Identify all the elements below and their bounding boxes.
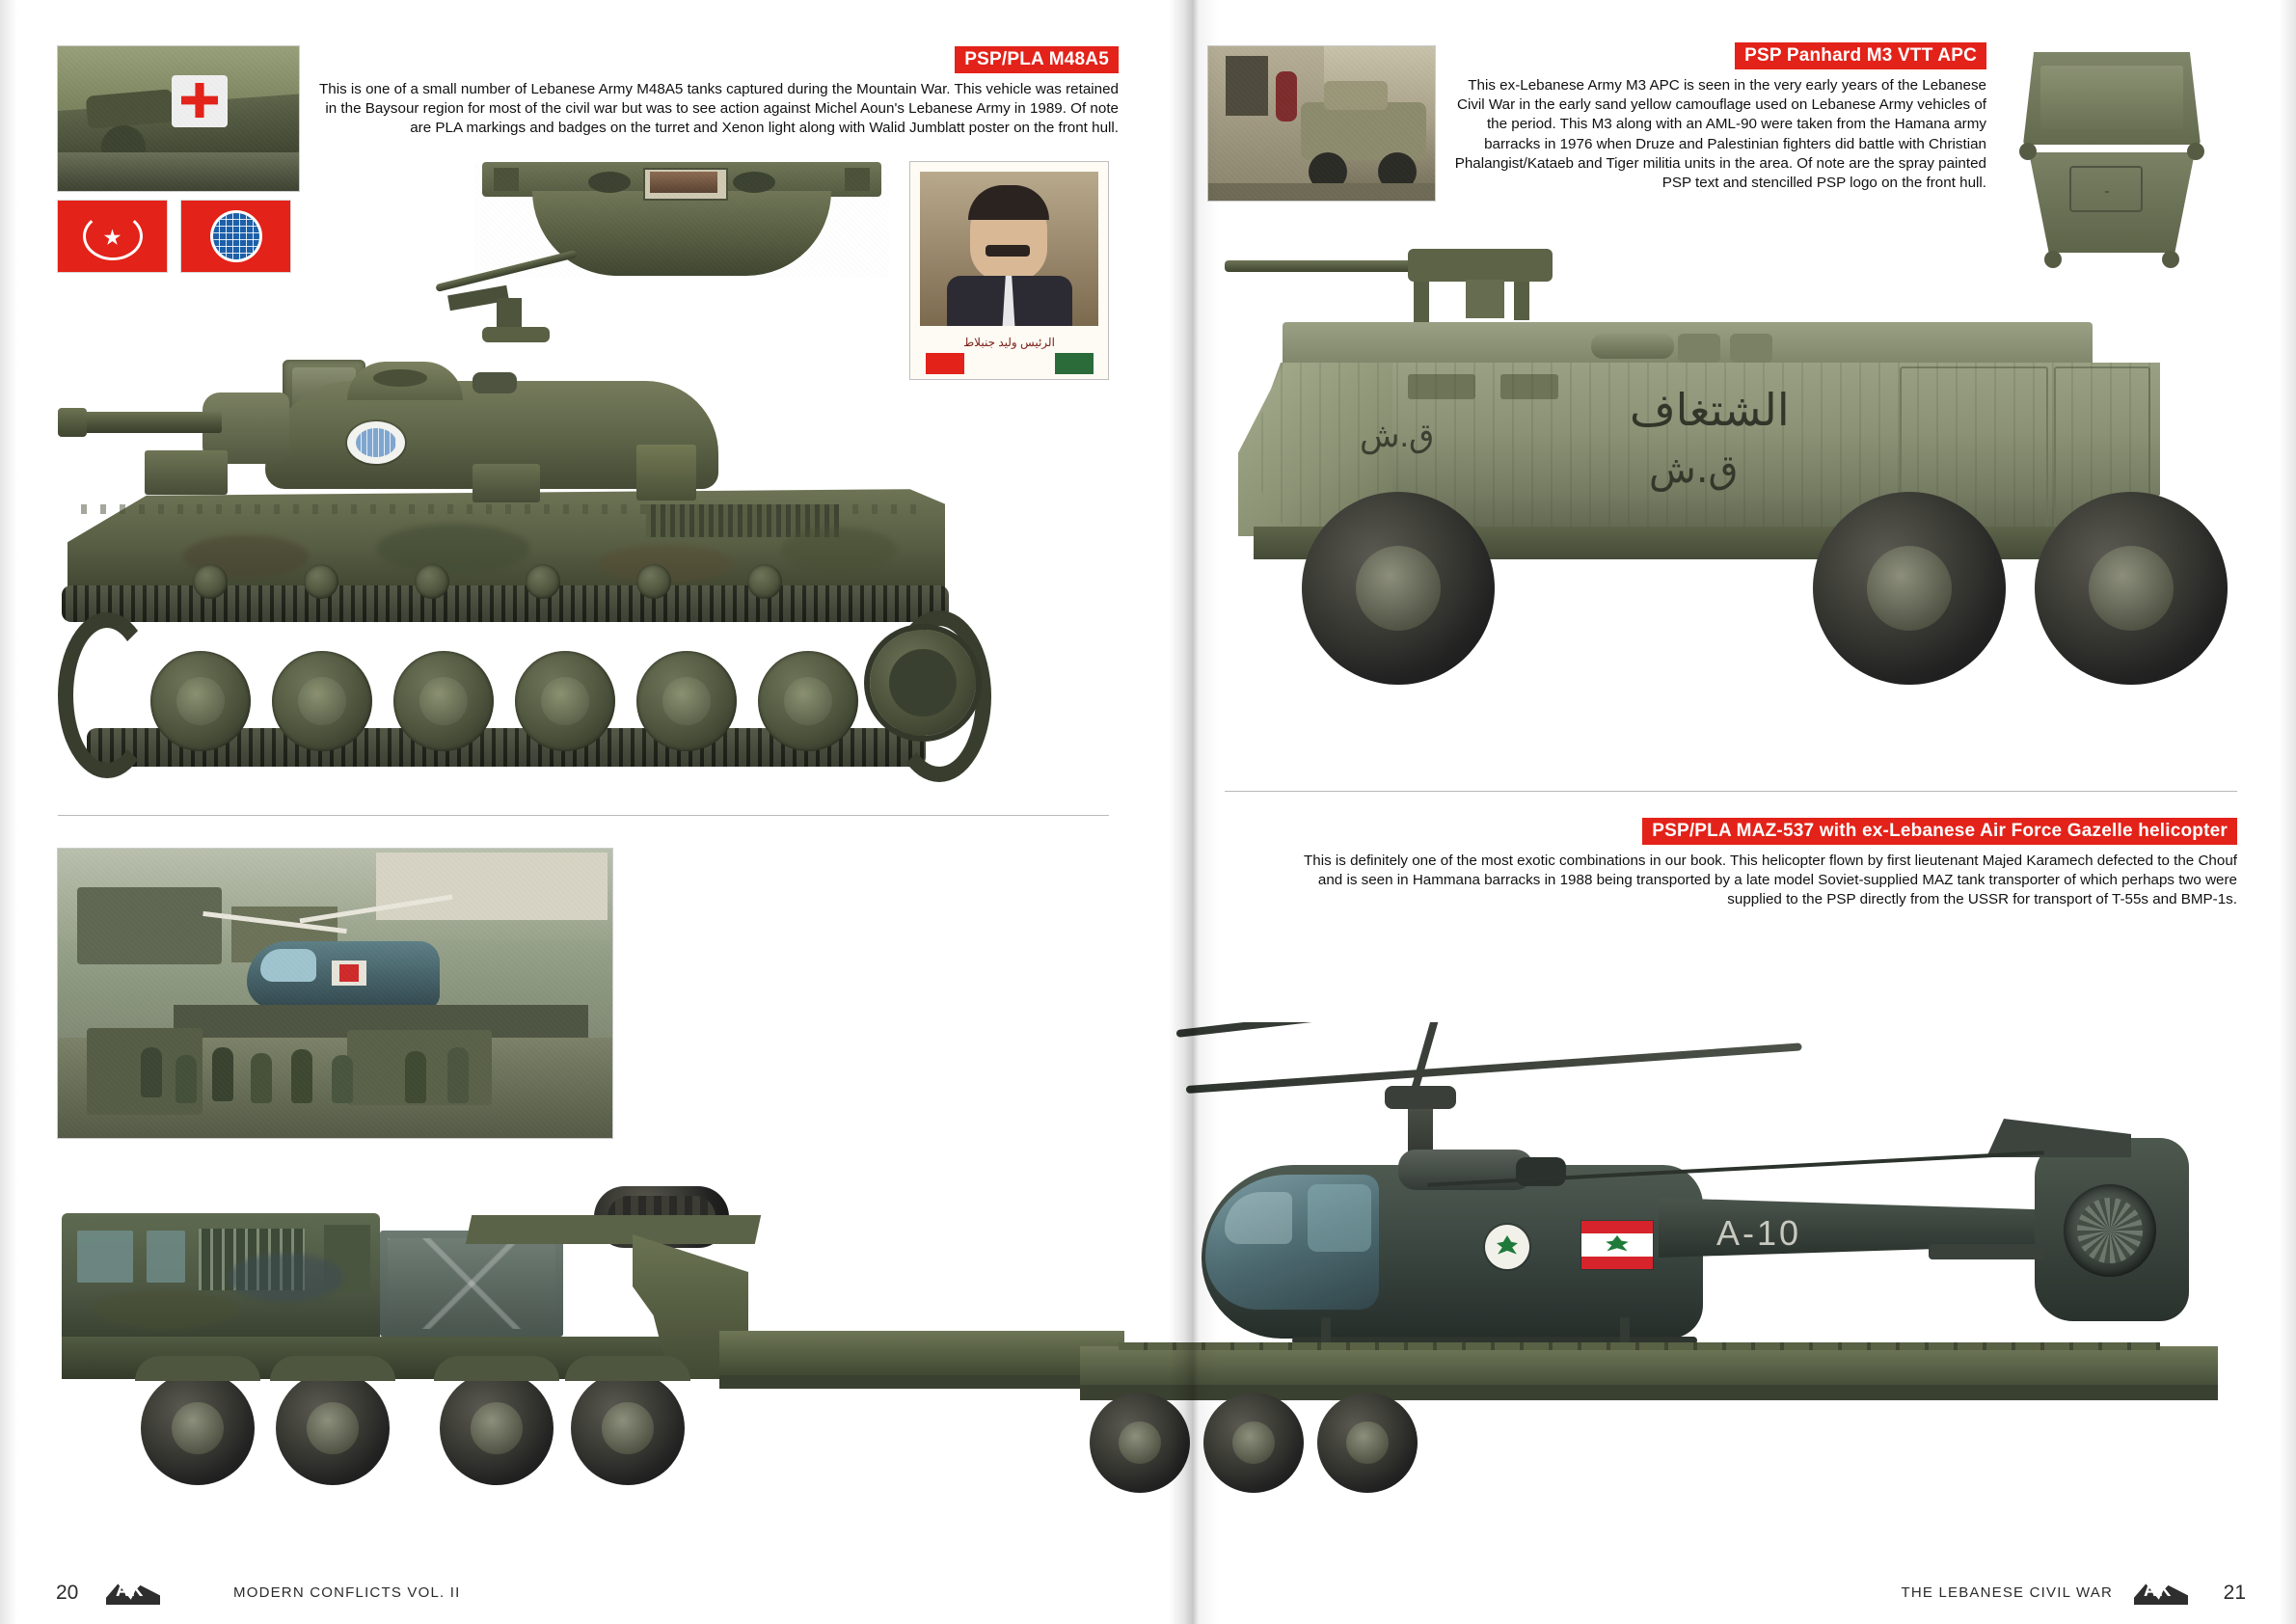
- caption-panhard-m3: [1446, 42, 1986, 193]
- maz-wheel: [571, 1371, 685, 1485]
- m48a5-reference-photo: [58, 46, 299, 191]
- panhard-m3-side-profile: الشتغاف ق.ش ق.ش: [1225, 241, 2228, 752]
- panhard-m3-rear-hatch-detail: [2015, 46, 2208, 273]
- ak-logo-right: [2134, 1578, 2188, 1609]
- trailer-wheel: [1203, 1393, 1304, 1493]
- left-page-number: 20: [56, 1582, 79, 1604]
- hull-arabic-graffiti-1: الشتغاف: [1630, 384, 1790, 436]
- right-divider: [1225, 791, 2237, 792]
- panhard-wheel: [1302, 492, 1495, 685]
- right-page-number: 21: [2223, 1582, 2246, 1604]
- lebanese-flag-marking: [1581, 1221, 1653, 1269]
- ak-logo-text: AK: [2144, 1581, 2173, 1601]
- left-divider: [58, 815, 1109, 816]
- maz-537-side-profile: [54, 1186, 1124, 1504]
- right-edge-shadow: [2279, 0, 2296, 1624]
- gazelle-tail-code: A-10: [1716, 1213, 1802, 1253]
- right-footer-text: THE LEBANESE CIVIL WAR: [1901, 1584, 2113, 1601]
- cedar-roundel: [1485, 1225, 1529, 1269]
- trailer-wheel: [1317, 1393, 1418, 1493]
- panhard-wheel: [1813, 492, 2006, 685]
- caption-body: This is one of a small number of Lebanese Army M48A5 tanks captured during the Mountain War. This vehicle was retained in the Baysour region for most of the civil war but was to see action against Michel Aoun's Lebanese Army in 1989. Of note are PLA markings and badges on the turret and Xenon light along with Walid Jumblatt poster on the front hull.: [319, 81, 1119, 137]
- caption-title: PSP/PLA M48A5: [955, 46, 1119, 73]
- pla-turret-emblem: [347, 421, 405, 464]
- maz-wheel: [141, 1371, 255, 1485]
- maz-537-with-gazelle-side-profile: [1080, 1022, 2256, 1524]
- left-footer-text: MODERN CONFLICTS VOL. II: [233, 1584, 461, 1601]
- caption-maz-537: [1292, 818, 2237, 910]
- ak-logo-text: AK: [116, 1581, 145, 1601]
- hull-arabic-graffiti-2: ق.ش: [1649, 447, 1739, 492]
- panhard-m3-reference-photo: [1208, 46, 1435, 201]
- caption-body: This ex-Lebanese Army M3 APC is seen in the very early years of the Lebanese Civil War in the early sand yellow camouflage used on Lebanese Army vehicles of the period. This M3 along with an AML-90 were taken from the Hamana army barracks in 1976 when Druze and Palestinian fighters did battle with Christian Phalangist/Kataeb and Tiger militia units in the area. Of note are the spray painted PSP text and stencilled PSP logo on the front hull.: [1454, 77, 1986, 192]
- caption-title: PSP Panhard M3 VTT APC: [1735, 42, 1986, 69]
- m48a5-side-profile: [58, 246, 1109, 786]
- ak-logo-left: [106, 1578, 160, 1609]
- maz-wheel: [276, 1371, 390, 1485]
- maz-537-convoy-photo: [58, 849, 612, 1138]
- panhard-wheel: [2035, 492, 2228, 685]
- caption-body: This is definitely one of the most exotic combinations in our book. This helicopter flown by first lieutenant Majed Karamech defected to the Chouf and is seen in Hammana barracks in 1988 being transported by a late model Soviet-supplied MAZ tank transporter of which perhaps two were supplied to the PSP directly from the USSR for transport of T-55s and BMP-1s.: [1303, 853, 2237, 908]
- maz-wheel: [440, 1371, 554, 1485]
- trailer-wheel: [1090, 1393, 1190, 1493]
- poster-arabic-text: الرئيس وليد جنبلاط: [963, 336, 1055, 349]
- caption-title: PSP/PLA MAZ-537 with ex-Lebanese Air Force Gazelle helicopter: [1642, 818, 2237, 845]
- caption-m48a5: [318, 46, 1119, 139]
- left-edge-shadow: [0, 0, 17, 1624]
